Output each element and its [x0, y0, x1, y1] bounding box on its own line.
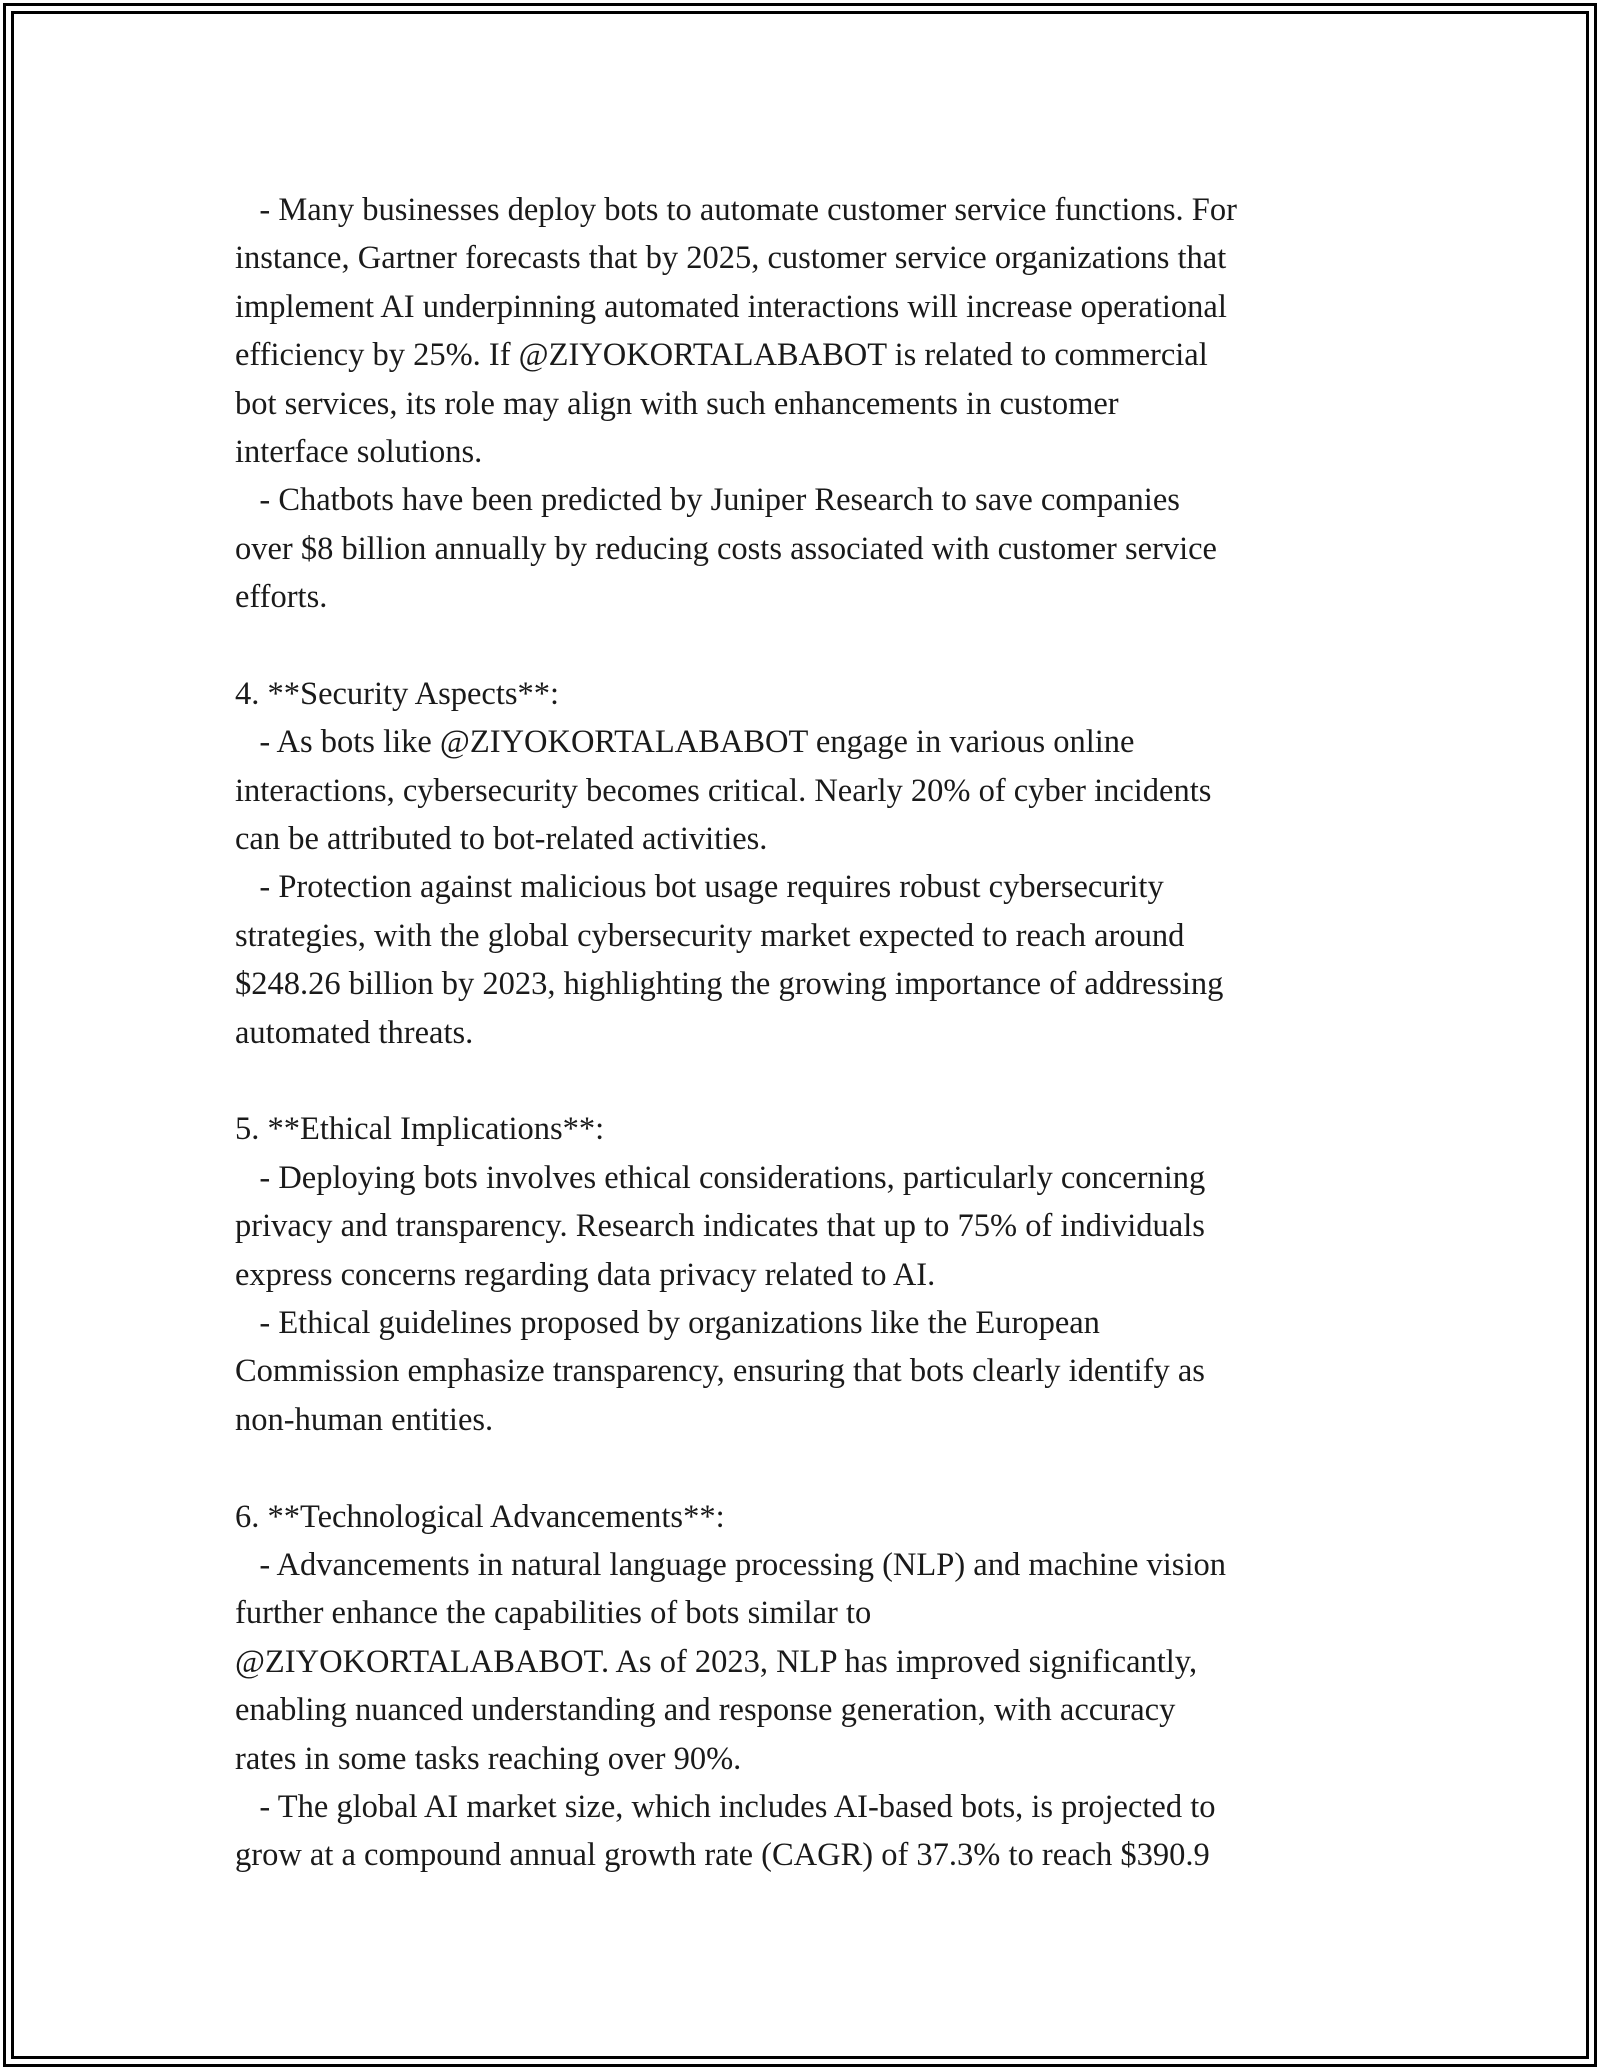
paragraph-spacer	[235, 1057, 1375, 1105]
text-line: interface solutions.	[235, 433, 483, 470]
text-line: efforts.	[235, 579, 328, 616]
paragraph-spacer	[235, 622, 1375, 670]
text-line: express concerns regarding data privacy related to AI.	[235, 1256, 936, 1293]
text-line: - Chatbots have been predicted by Juniper Research to save companies	[235, 482, 1180, 519]
text-line: - Protection against malicious bot usage requires robust cybersecurity	[235, 869, 1164, 906]
text-line: $248.26 billion by 2023, highlighting the growing importance of addressing	[235, 966, 1224, 1003]
text-line: enabling nuanced understanding and response generation, with accuracy	[235, 1692, 1176, 1729]
text-line: interactions, cybersecurity becomes critical. Nearly 20% of cyber incidents	[235, 772, 1212, 809]
text-line: - As bots like @ZIYOKORTALABABOT engage in various online	[235, 724, 1135, 761]
text-line: - Many businesses deploy bots to automate customer service functions. For	[235, 192, 1237, 228]
text-line: Commission emphasize transparency, ensuring that bots clearly identify as	[235, 1353, 1205, 1390]
paragraph-spacer	[235, 1444, 1375, 1492]
text-line: strategies, with the global cybersecurity market expected to reach around	[235, 917, 1185, 954]
text-line: can be attributed to bot-related activities.	[235, 821, 768, 858]
text-line: non-human entities.	[235, 1401, 494, 1438]
text-line: automated threats.	[235, 1014, 474, 1051]
text-line: - Deploying bots involves ethical considerations, particularly concerning	[235, 1159, 1206, 1196]
text-line: grow at a compound annual growth rate (CAGR) of 37.3% to reach $390.9	[235, 1837, 1210, 1874]
text-line: privacy and transparency. Research indicates that up to 75% of individuals	[235, 1208, 1205, 1245]
text-line: rates in some tasks reaching over 90%.	[235, 1740, 742, 1777]
text-line: further enhance the capabilities of bots similar to	[235, 1595, 872, 1632]
text-line: - The global AI market size, which includes AI-based bots, is projected to	[235, 1788, 1216, 1825]
text-line: efficiency by 25%. If @ZIYOKORTALABABOT is related to commercial	[235, 337, 1208, 374]
text-line: - Advancements in natural language processing (NLP) and machine vision	[235, 1546, 1226, 1583]
text-line: 6. **Technological Advancements**:	[235, 1498, 725, 1535]
text-line: over $8 billion annually by reducing costs associated with customer service	[235, 530, 1217, 567]
text-line: - Ethical guidelines proposed by organizations like the European	[235, 1304, 1100, 1341]
text-line: bot services, its role may align with such enhancements in customer	[235, 385, 1119, 422]
text-line: 5. **Ethical Implications**:	[235, 1111, 605, 1148]
text-line: @ZIYOKORTALABABOT. As of 2023, NLP has improved significantly,	[235, 1643, 1198, 1680]
document-body	[235, 186, 1375, 1880]
text-line: 4. **Security Aspects**:	[235, 675, 560, 712]
text-line: instance, Gartner forecasts that by 2025, customer service organizations that	[235, 240, 1227, 277]
text-line: implement AI underpinning automated interactions will increase operational	[235, 288, 1227, 325]
